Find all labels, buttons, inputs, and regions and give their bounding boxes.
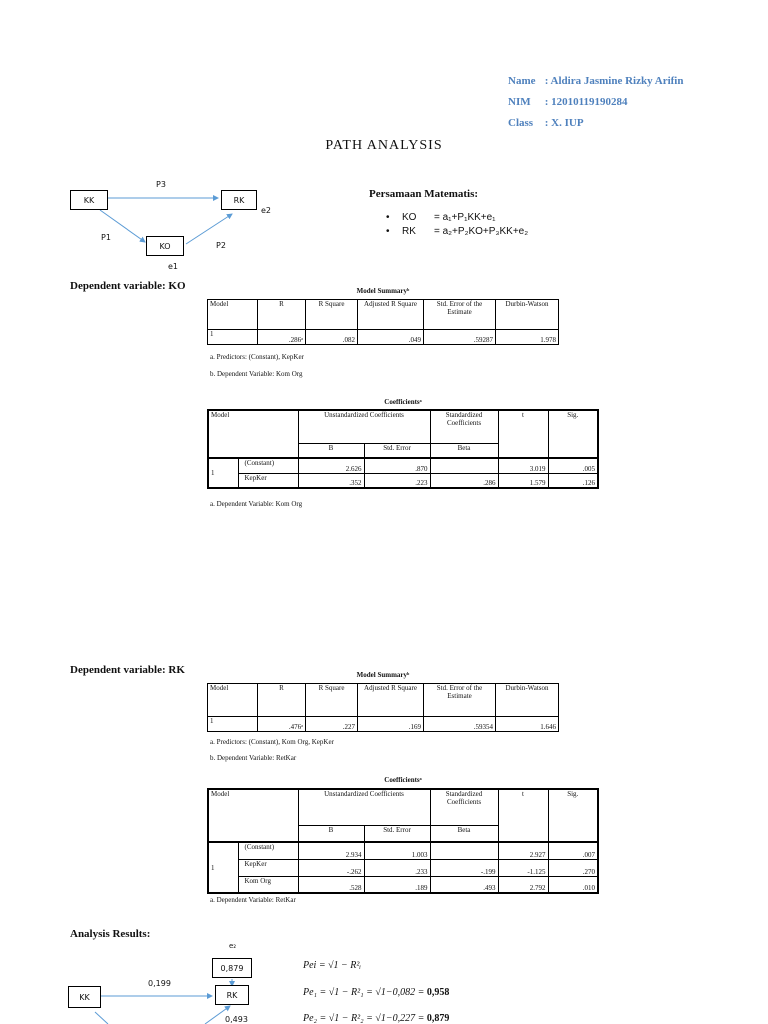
table-cell: (Constant) bbox=[238, 842, 298, 859]
table-cell: 2.934 bbox=[298, 842, 364, 859]
node-rk-result: RK bbox=[215, 985, 249, 1005]
table-cell: -.262 bbox=[298, 859, 364, 876]
label-p1: P1 bbox=[101, 233, 111, 242]
table-cell: .227 bbox=[306, 717, 358, 732]
header-cell: Sig. bbox=[548, 410, 598, 458]
table-cell: .169 bbox=[358, 717, 424, 732]
table-cell: .476ᵃ bbox=[258, 717, 306, 732]
rk-coef-note: a. Dependent Variable: RetKar bbox=[210, 896, 296, 904]
header-cell: B bbox=[298, 825, 364, 842]
label-e2-result: e₂ bbox=[229, 942, 237, 950]
ko-summary-title: Model Summaryᵇ bbox=[356, 287, 410, 295]
table-cell: .082 bbox=[306, 330, 358, 345]
header-cell: Beta bbox=[430, 825, 498, 842]
table-cell: 1.978 bbox=[496, 330, 559, 345]
section-rk-heading: Dependent variable: RK bbox=[70, 664, 185, 676]
table-cell: .528 bbox=[298, 876, 364, 893]
header-cell: Adjusted R Square bbox=[358, 684, 424, 717]
table-cell: (Constant) bbox=[238, 458, 298, 473]
table-cell: .352 bbox=[298, 473, 364, 488]
table-cell: .59287 bbox=[424, 330, 496, 345]
rk-summary-note-b: b. Dependent Variable: RetKar bbox=[210, 754, 297, 762]
section-ko-heading: Dependent variable: KO bbox=[70, 280, 186, 292]
results-heading: Analysis Results: bbox=[70, 928, 151, 940]
header-cell: Std. Error of the Estimate bbox=[424, 300, 496, 330]
label-p3: P3 bbox=[156, 180, 166, 189]
header-cell: R bbox=[258, 300, 306, 330]
rk-coef-title: Coefficientsᵃ bbox=[384, 776, 422, 784]
header-cell: Std. Error bbox=[364, 825, 430, 842]
ko-summary-note-a: a. Predictors: (Constant), KepKer bbox=[210, 353, 304, 361]
table-cell: .870 bbox=[364, 458, 430, 473]
header-cell: Std. Error of the Estimate bbox=[424, 684, 496, 717]
header-cell: Sig. bbox=[548, 789, 598, 842]
class-label: Class bbox=[508, 117, 534, 129]
table-cell: Kom Org bbox=[238, 876, 298, 893]
header-cell: Std. Error bbox=[364, 443, 430, 458]
table-cell: 3.019 bbox=[498, 458, 548, 473]
header-cell: Durbin-Watson bbox=[496, 300, 559, 330]
table-cell: 2.927 bbox=[498, 842, 548, 859]
ko-coefficients-table bbox=[207, 409, 599, 489]
header-cell: Unstandardized Coefficients bbox=[298, 410, 430, 443]
formula-pe1: Pe₁ = √1 − R²₁ = √1−0,082 = 0,958 bbox=[303, 987, 450, 998]
equation-rk: • RK = a₂+P₂KO+P₃KK+e₂ bbox=[386, 226, 529, 237]
table-cell: .286 bbox=[430, 473, 498, 488]
node-ko: KO bbox=[146, 236, 184, 256]
header-cell: Beta bbox=[430, 443, 498, 458]
ko-summary-note-b: b. Dependent Variable: Kom Org bbox=[210, 370, 303, 378]
table-cell: .286ᵃ bbox=[258, 330, 306, 345]
header-cell: Model bbox=[208, 410, 298, 458]
header-cell: Durbin-Watson bbox=[496, 684, 559, 717]
header-cell: R bbox=[258, 684, 306, 717]
table-cell: .493 bbox=[430, 876, 498, 893]
header-cell: R Square bbox=[306, 684, 358, 717]
ko-coef-note: a. Dependent Variable: Kom Org bbox=[210, 500, 303, 508]
page-title: PATH ANALYSIS bbox=[325, 138, 443, 153]
label-p3-value: 0,199 bbox=[148, 979, 171, 988]
header-cell: Model bbox=[208, 789, 298, 842]
label-p2: P2 bbox=[216, 241, 226, 250]
nim-label: NIM bbox=[508, 96, 531, 108]
formula-pe2-result: 0,879 bbox=[426, 1013, 450, 1024]
table-cell: .223 bbox=[364, 473, 430, 488]
table-cell: KepKer bbox=[238, 473, 298, 488]
formula-pe1-result: 0,958 bbox=[426, 987, 450, 998]
node-e2-value: 0,879 bbox=[212, 958, 252, 978]
table-cell: 2.792 bbox=[498, 876, 548, 893]
arrow-ko-rk bbox=[186, 214, 232, 244]
table-cell: .270 bbox=[548, 859, 598, 876]
rk-model-summary-table bbox=[207, 683, 559, 732]
name-label: Name bbox=[508, 75, 536, 87]
name-value: : Aldira Jasmine Rizky Arifin bbox=[544, 75, 684, 87]
table-cell bbox=[430, 842, 498, 859]
table-cell: 1.579 bbox=[498, 473, 548, 488]
table-cell: 1 bbox=[208, 842, 238, 893]
rk-coefficients-table bbox=[207, 788, 599, 894]
table-cell: .59354 bbox=[424, 717, 496, 732]
formula-pe2: Pe₂ = √1 − R²₂ = √1−0,227 = 0,879 bbox=[303, 1013, 450, 1024]
arrow-kk-ko-result bbox=[95, 1012, 108, 1024]
formula-general: Pei = √1 − R²ᵢ bbox=[303, 960, 361, 971]
table-cell: -.199 bbox=[430, 859, 498, 876]
table-cell: -1.125 bbox=[498, 859, 548, 876]
table-cell: 1.646 bbox=[496, 717, 559, 732]
class-value: : X. IUP bbox=[544, 117, 584, 129]
table-cell: .126 bbox=[548, 473, 598, 488]
table-cell: 1 bbox=[208, 717, 258, 732]
table-cell: 1 bbox=[208, 330, 258, 345]
header-cell: Model bbox=[208, 300, 258, 330]
table-cell: 2.626 bbox=[298, 458, 364, 473]
rk-summary-note-a: a. Predictors: (Constant), Kom Org, KepKer bbox=[210, 738, 334, 746]
table-cell: .049 bbox=[358, 330, 424, 345]
ko-model-summary-table bbox=[207, 299, 559, 345]
header-cell: B bbox=[298, 443, 364, 458]
node-kk-result: KK bbox=[68, 986, 101, 1008]
header-cell: Standardized Coefficients bbox=[430, 789, 498, 825]
header-cell: Unstandardized Coefficients bbox=[298, 789, 430, 825]
table-cell: .007 bbox=[548, 842, 598, 859]
rk-summary-title: Model Summaryᵇ bbox=[356, 671, 410, 679]
table-cell: .189 bbox=[364, 876, 430, 893]
table-cell: KepKer bbox=[238, 859, 298, 876]
table-cell bbox=[430, 458, 498, 473]
header-cell: Standardized Coefficients bbox=[430, 410, 498, 443]
equation-ko: • KO = a₁+P₁KK+e₁ bbox=[386, 212, 496, 223]
nim-value: : 12010119190284 bbox=[544, 96, 628, 108]
ko-coef-title: Coefficientsᵃ bbox=[384, 398, 422, 406]
node-rk: RK bbox=[221, 190, 257, 210]
label-p2-value: 0,493 bbox=[225, 1015, 248, 1024]
table-cell: .010 bbox=[548, 876, 598, 893]
header-cell: Adjusted R Square bbox=[358, 300, 424, 330]
path-diagram-arrows bbox=[0, 0, 768, 300]
header-cell: Model bbox=[208, 684, 258, 717]
header-cell: R Square bbox=[306, 300, 358, 330]
label-e2: e2 bbox=[261, 206, 272, 215]
header-cell: t bbox=[498, 789, 548, 842]
table-cell: .005 bbox=[548, 458, 598, 473]
label-e1: e1 bbox=[168, 262, 179, 271]
table-cell: 1.003 bbox=[364, 842, 430, 859]
equations-title: Persamaan Matematis: bbox=[369, 188, 479, 200]
node-kk: KK bbox=[70, 190, 108, 210]
table-cell: .233 bbox=[364, 859, 430, 876]
header-cell: t bbox=[498, 410, 548, 458]
table-cell: 1 bbox=[208, 458, 238, 488]
